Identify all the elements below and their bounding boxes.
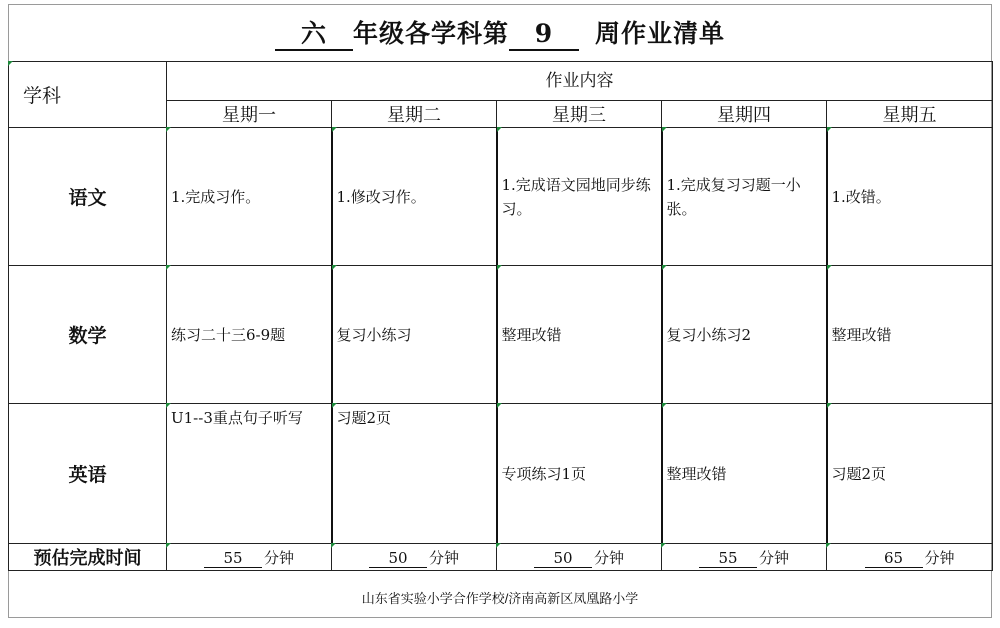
day-header: 星期三	[497, 101, 662, 128]
estimate-cell	[332, 544, 497, 571]
estimate-minutes: 55	[699, 549, 757, 568]
homework-cell: U1--3重点句子听写	[167, 404, 332, 544]
title-suffix: 周作业清单	[595, 19, 726, 48]
estimate-unit: 分钟	[428, 548, 459, 567]
subject-label: 语文	[9, 128, 167, 266]
subject-label: 英语	[9, 404, 167, 544]
table-row	[9, 266, 993, 404]
title-middle: 年级各学科第	[352, 19, 509, 48]
homework-cell: 习题2页	[827, 404, 993, 544]
day-header: 星期四	[662, 101, 827, 128]
title-week: 9	[509, 19, 579, 51]
homework-cell: 1.完成习作。	[167, 128, 332, 266]
estimate-cell	[497, 544, 662, 571]
estimate-minutes: 55	[204, 549, 262, 568]
estimate-cell	[662, 544, 827, 571]
homework-table	[8, 61, 993, 571]
estimate-unit: 分钟	[758, 548, 789, 567]
school-footer: 山东省实验小学合作学校/济南高新区凤凰路小学	[361, 591, 639, 606]
homework-cell: 整理改错	[662, 404, 827, 544]
homework-cell: 复习小练习2	[662, 266, 827, 404]
day-header: 星期五	[827, 101, 993, 128]
homework-cell: 习题2页	[332, 404, 497, 544]
homework-cell: 1.改错。	[827, 128, 993, 266]
estimate-row	[9, 544, 993, 571]
homework-cell: 复习小练习	[332, 266, 497, 404]
estimate-minutes: 65	[865, 549, 923, 568]
homework-cell: 1.完成语文园地同步练习。	[497, 128, 662, 266]
subject-label: 数学	[9, 266, 167, 404]
day-header: 星期二	[332, 101, 497, 128]
homework-cell: 整理改错	[497, 266, 662, 404]
page-title	[0, 14, 1000, 51]
homework-cell: 整理改错	[827, 266, 993, 404]
estimate-unit: 分钟	[263, 548, 294, 567]
estimate-minutes: 50	[534, 549, 592, 568]
estimate-unit: 分钟	[593, 548, 624, 567]
homework-cell: 1.修改习作。	[332, 128, 497, 266]
table-row	[9, 404, 993, 544]
homework-cell: 1.完成复习习题一小张。	[662, 128, 827, 266]
day-header: 星期一	[167, 101, 332, 128]
table-row	[9, 128, 993, 266]
estimate-unit: 分钟	[924, 548, 955, 567]
estimate-label: 预估完成时间	[9, 544, 167, 571]
homework-cell: 专项练习1页	[497, 404, 662, 544]
subject-header: 学科	[9, 62, 167, 128]
title-grade: 六	[275, 19, 353, 51]
content-header: 作业内容	[167, 62, 993, 101]
estimate-cell	[167, 544, 332, 571]
homework-cell: 练习二十三6-9题	[167, 266, 332, 404]
estimate-cell	[827, 544, 993, 571]
estimate-minutes: 50	[369, 549, 427, 568]
